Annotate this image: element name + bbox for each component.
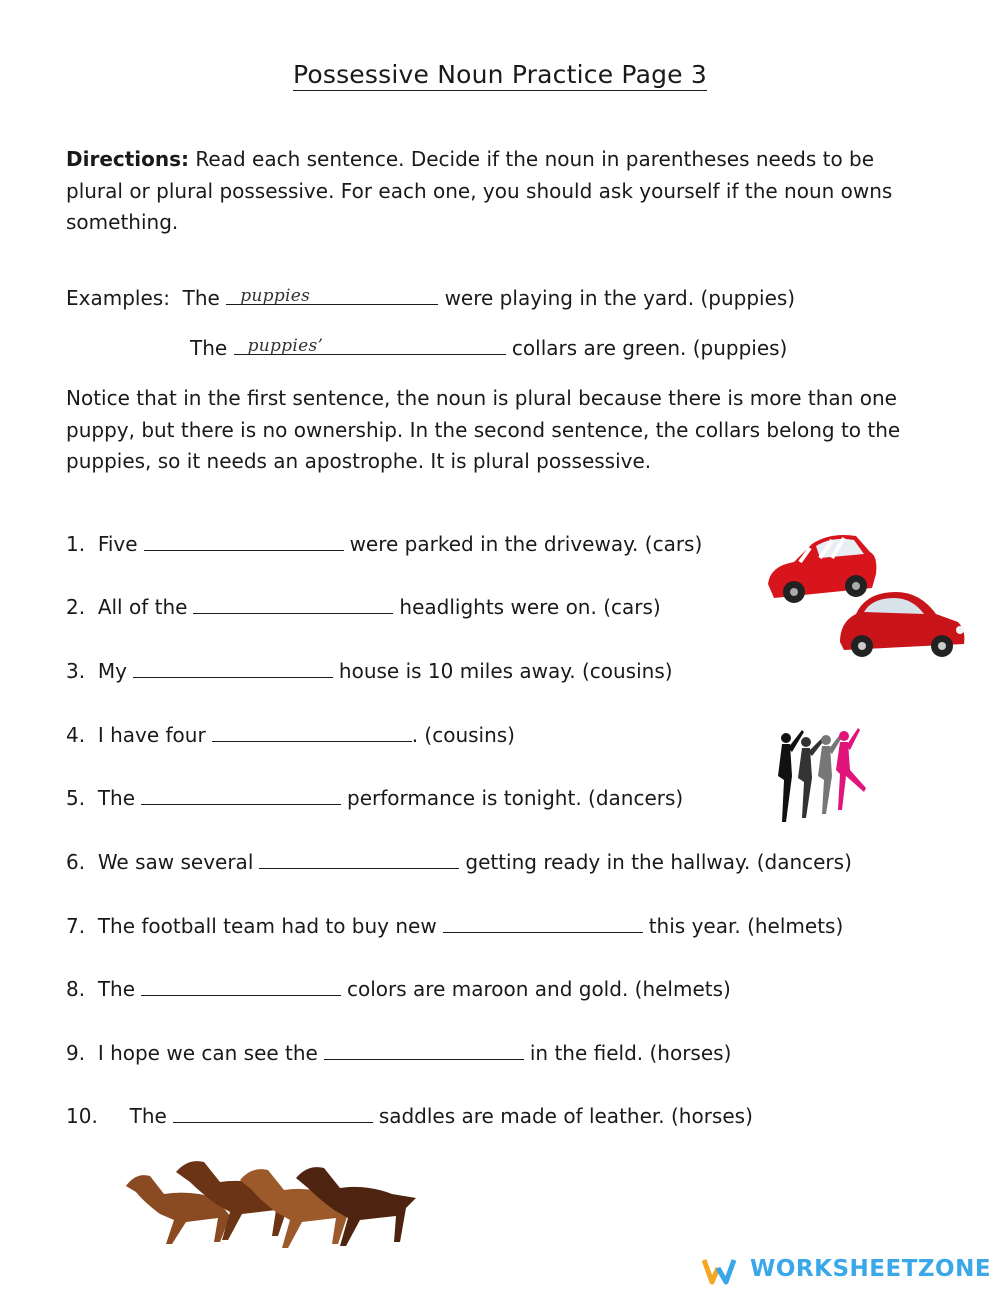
question-post: colors are maroon and gold. (helmets): [347, 977, 731, 1001]
examples-label: Examples:: [66, 286, 170, 310]
question-4: [66, 723, 515, 747]
question-number: 7.: [66, 914, 86, 938]
question-number: 3.: [66, 659, 86, 683]
answer-blank[interactable]: [144, 532, 344, 551]
question-9: [66, 1041, 731, 1065]
example-1-answer: puppies: [240, 286, 311, 306]
answer-blank[interactable]: [259, 850, 459, 869]
question-post: headlights were on. (cars): [399, 595, 661, 619]
question-post: saddles are made of leather. (horses): [378, 1104, 753, 1128]
question-6: [66, 850, 852, 874]
red-sports-car-icon: [768, 535, 876, 603]
question-post: performance is tonight. (dancers): [347, 786, 684, 810]
example-2-post: collars are green. (puppies): [511, 336, 788, 360]
answer-blank[interactable]: [324, 1041, 524, 1060]
question-7: [66, 914, 843, 938]
question-post: . (cousins): [411, 723, 515, 747]
question-number: 1.: [66, 532, 86, 556]
example-1: [66, 284, 795, 310]
question-8: [66, 977, 731, 1001]
question-pre: Five: [97, 532, 138, 556]
answer-blank[interactable]: [133, 659, 333, 678]
worksheetzone-logo-icon: [700, 1254, 744, 1288]
question-pre: All of the: [97, 595, 188, 619]
question-pre: My: [97, 659, 127, 683]
page-title-text: Possessive Noun Practice Page 3: [292, 60, 708, 89]
question-post: this year. (helmets): [648, 914, 844, 938]
answer-blank[interactable]: [193, 595, 393, 614]
example-1-blank: [226, 284, 438, 305]
example-1-post: were playing in the yard. (puppies): [444, 286, 796, 310]
question-1: [66, 532, 702, 556]
horses-illustration: [120, 1158, 420, 1254]
question-pre: The football team had to buy new: [97, 914, 437, 938]
question-pre: We saw several: [97, 850, 254, 874]
question-number: 2.: [66, 595, 86, 619]
question-5: [66, 786, 683, 810]
question-pre: The: [97, 786, 136, 810]
directions-paragraph: [66, 144, 926, 239]
answer-blank[interactable]: [212, 723, 412, 742]
example-2-pre: The: [190, 336, 228, 360]
question-number: 6.: [66, 850, 86, 874]
example-2-blank: [234, 334, 506, 355]
question-post: house is 10 miles away. (cousins): [338, 659, 673, 683]
dancers-illustration: [772, 726, 868, 830]
question-number: 9.: [66, 1041, 86, 1065]
example-2-answer: puppies’: [247, 336, 324, 356]
example-1-pre: The: [182, 286, 220, 310]
question-post: in the field. (horses): [529, 1041, 732, 1065]
question-2: [66, 595, 661, 619]
notice-paragraph: Notice that in the first sentence, the noun is plural because there is more than one puppy, but there is no ownership. In the second sentence, the collars belong to the puppies, so it needs an apostrophe. It is plural possessive.: [66, 386, 901, 473]
page-title: [0, 60, 1000, 89]
question-number: 10.: [66, 1104, 98, 1128]
answer-blank[interactable]: [443, 914, 643, 933]
question-number: 5.: [66, 786, 86, 810]
worksheetzone-watermark: [700, 1252, 1000, 1292]
directions-label: Directions:: [66, 147, 190, 171]
directions-text: Read each sentence. Decide if the noun in parentheses needs to be plural or plural possessive. For each one, you should ask yourself if the noun owns something.: [66, 147, 893, 234]
answer-blank[interactable]: [141, 977, 341, 996]
question-3: [66, 659, 673, 683]
question-number: 8.: [66, 977, 86, 1001]
example-2: [190, 334, 787, 360]
question-pre: I have four: [97, 723, 206, 747]
question-post: were parked in the driveway. (cars): [349, 532, 703, 556]
question-pre: The: [129, 1104, 167, 1128]
watermark-text: WORKSHEETZONE: [750, 1256, 992, 1282]
answer-blank[interactable]: [141, 786, 341, 805]
answer-blank[interactable]: [173, 1104, 373, 1123]
question-10: [66, 1104, 753, 1128]
cars-illustration: [760, 522, 970, 662]
question-post: getting ready in the hallway. (dancers): [465, 850, 852, 874]
question-number: 4.: [66, 723, 86, 747]
red-classic-car-icon: [840, 592, 964, 657]
dancer-silhouette-pink-icon: [836, 728, 866, 810]
question-pre: I hope we can see the: [97, 1041, 318, 1065]
question-pre: The: [97, 977, 136, 1001]
